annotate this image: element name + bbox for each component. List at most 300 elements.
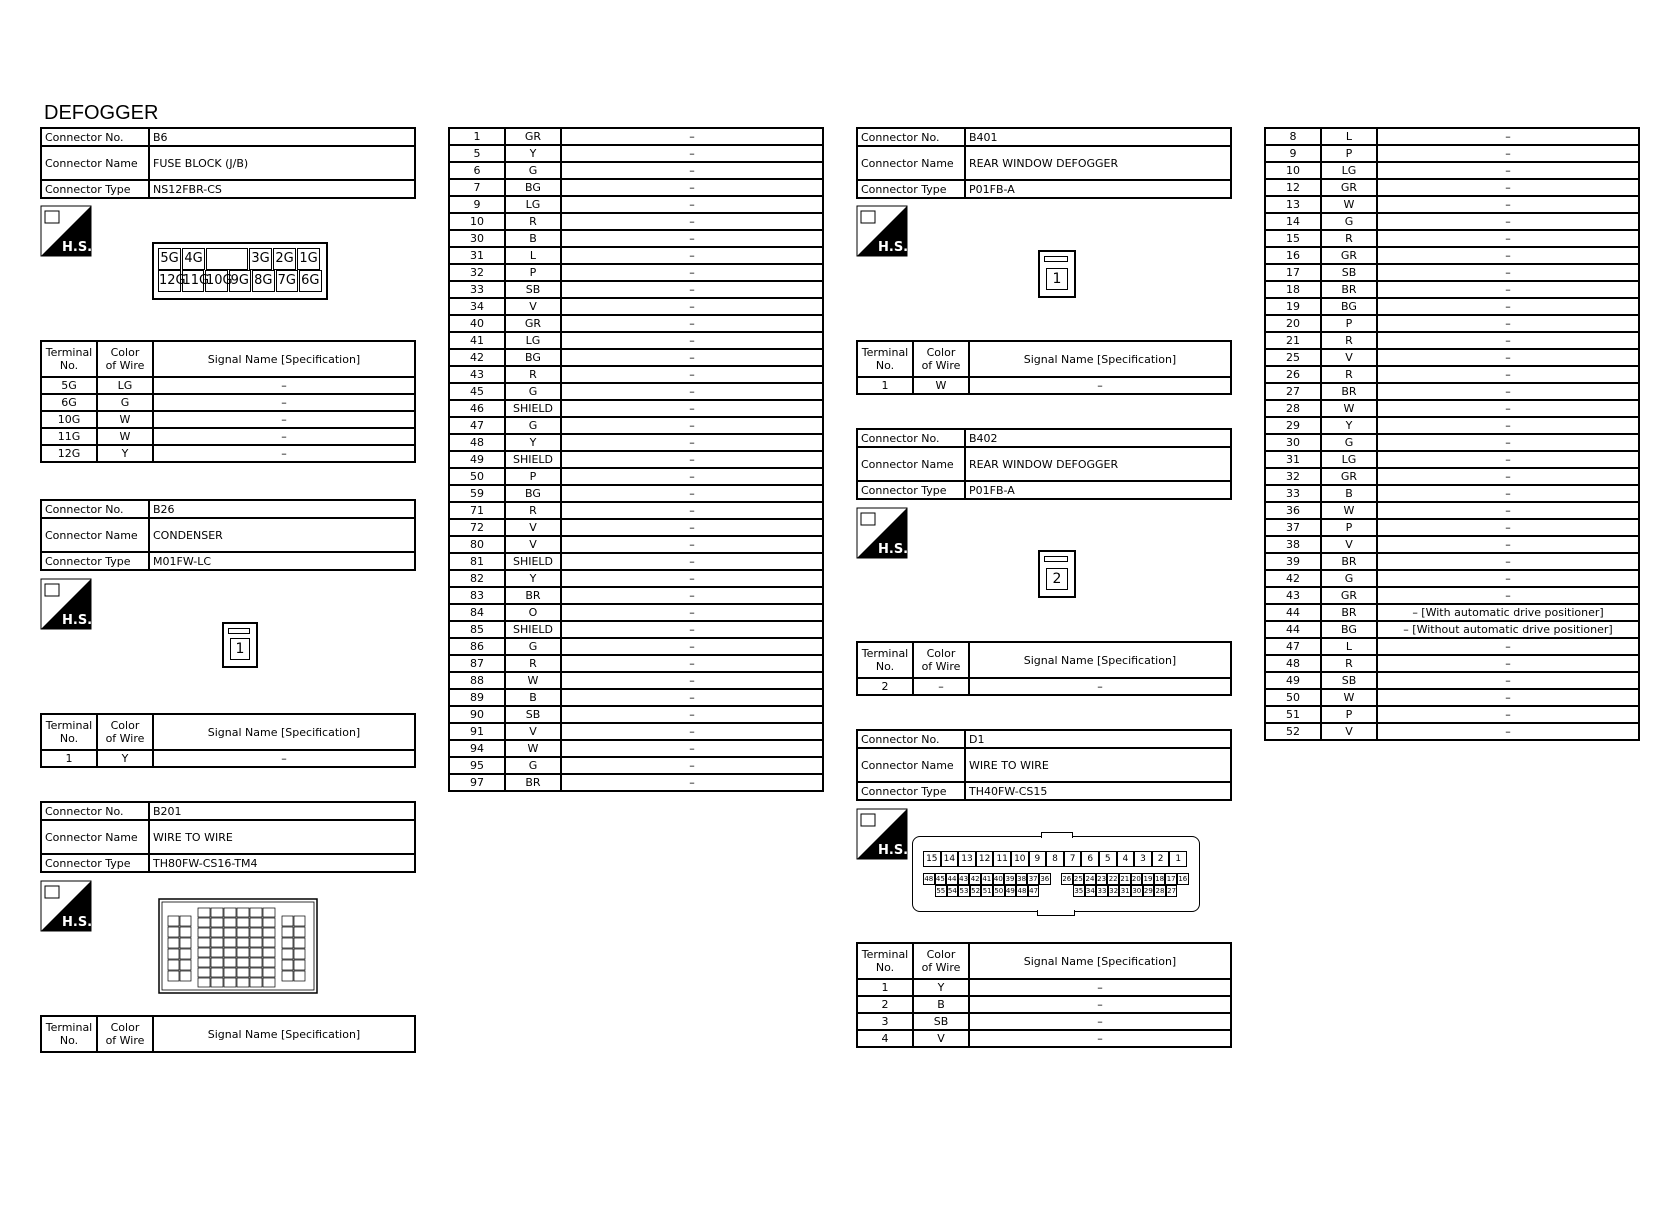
pin-cell: 36 bbox=[1040, 875, 1050, 883]
header-terminal: Terminal No. bbox=[857, 642, 913, 678]
pin-cell: 31 bbox=[1120, 887, 1130, 895]
signal-cell: – bbox=[1377, 468, 1639, 485]
color-cell: W bbox=[97, 428, 153, 445]
terminal-cell: 43 bbox=[449, 366, 505, 383]
pin-cell: 48 bbox=[1017, 887, 1027, 895]
connector-type-value: NS12FBR-CS bbox=[149, 180, 415, 198]
table-row bbox=[449, 740, 823, 757]
table-row bbox=[1265, 723, 1639, 740]
signal-cell: – bbox=[561, 570, 823, 587]
signal-cell: – bbox=[1377, 247, 1639, 264]
signal-cell: – bbox=[561, 638, 823, 655]
table-row bbox=[449, 774, 823, 791]
terminal-cell: 94 bbox=[449, 740, 505, 757]
terminal-cell: 1 bbox=[857, 377, 913, 394]
pin-cell: 20 bbox=[1131, 875, 1141, 883]
table-row bbox=[1265, 468, 1639, 485]
signal-cell: – bbox=[561, 655, 823, 672]
terminal-cell: 43 bbox=[1265, 587, 1321, 604]
signal-cell: – bbox=[1377, 179, 1639, 196]
signal-cell: – bbox=[561, 230, 823, 247]
color-cell: G bbox=[505, 162, 561, 179]
table-row bbox=[449, 434, 823, 451]
signal-cell: – bbox=[561, 485, 823, 502]
color-cell: V bbox=[1321, 723, 1377, 740]
terminal-cell: 49 bbox=[1265, 672, 1321, 689]
signal-cell: – bbox=[1377, 349, 1639, 366]
signal-cell: – bbox=[561, 281, 823, 298]
table-row bbox=[449, 536, 823, 553]
signal-cell: – bbox=[561, 757, 823, 774]
terminal-cell: 34 bbox=[449, 298, 505, 315]
table-row bbox=[41, 377, 415, 394]
table-row bbox=[449, 621, 823, 638]
color-cell: V bbox=[505, 298, 561, 315]
table-row bbox=[449, 400, 823, 417]
color-cell: G bbox=[505, 383, 561, 400]
connector-type-value: P01FB-A bbox=[965, 481, 1231, 499]
header-color: Color of Wire bbox=[97, 341, 153, 377]
hs-icon bbox=[856, 808, 906, 858]
pin-cell: 1 bbox=[1169, 851, 1187, 867]
svg-text:H.S.: H.S. bbox=[878, 542, 908, 557]
signal-cell: – bbox=[1377, 264, 1639, 281]
table-row bbox=[857, 996, 1231, 1013]
connector-no-value: B401 bbox=[965, 128, 1231, 146]
terminal-cell: 20 bbox=[1265, 315, 1321, 332]
label-connector-type: Connector Type bbox=[41, 854, 149, 872]
terminal-cell: 5 bbox=[449, 145, 505, 162]
color-cell: W bbox=[1321, 502, 1377, 519]
pin-cell: 24 bbox=[1085, 875, 1095, 883]
signal-cell: – bbox=[561, 349, 823, 366]
terminal-cell: 10 bbox=[1265, 162, 1321, 179]
signal-cell: – bbox=[1377, 332, 1639, 349]
label-connector-no: Connector No. bbox=[857, 730, 965, 748]
table-row bbox=[1265, 366, 1639, 383]
table-row bbox=[449, 451, 823, 468]
terminal-cell: 1 bbox=[857, 979, 913, 996]
signal-cell: – bbox=[1377, 196, 1639, 213]
header-color: Color of Wire bbox=[913, 943, 969, 979]
pin-cell: 4 bbox=[1117, 851, 1135, 867]
hs-icon bbox=[856, 205, 906, 255]
pin-cell: 40 bbox=[993, 875, 1003, 883]
pin-cell: 51 bbox=[982, 887, 992, 895]
signal-cell: – bbox=[561, 587, 823, 604]
table-row bbox=[857, 979, 1231, 996]
signal-cell: – bbox=[561, 315, 823, 332]
color-cell: G bbox=[505, 757, 561, 774]
signal-cell: – bbox=[1377, 672, 1639, 689]
pin-cell: 21 bbox=[1120, 875, 1130, 883]
terminal-cell: 17 bbox=[1265, 264, 1321, 281]
pin-cell: 10G bbox=[205, 270, 228, 292]
pin-cell: 33 bbox=[1097, 887, 1107, 895]
color-cell: P bbox=[1321, 519, 1377, 536]
signal-cell: – bbox=[561, 264, 823, 281]
pin-cell: 50 bbox=[994, 887, 1004, 895]
color-cell: GR bbox=[1321, 179, 1377, 196]
table-row bbox=[449, 264, 823, 281]
signal-cell: – bbox=[561, 213, 823, 230]
connector-no-value: B26 bbox=[149, 500, 415, 518]
label-connector-name: Connector Name bbox=[41, 820, 149, 854]
table-row bbox=[857, 377, 1231, 394]
table-row bbox=[1265, 604, 1639, 621]
signal-cell: – [Without automatic drive positioner] bbox=[1377, 621, 1639, 638]
signal-cell: – bbox=[153, 411, 415, 428]
table-row bbox=[449, 587, 823, 604]
terminal-cell: 30 bbox=[1265, 434, 1321, 451]
terminal-cell: 6 bbox=[449, 162, 505, 179]
hs-icon bbox=[856, 507, 906, 557]
terminal-cell: 31 bbox=[1265, 451, 1321, 468]
label-connector-type: Connector Type bbox=[41, 180, 149, 198]
terminal-cell: 4 bbox=[857, 1030, 913, 1047]
terminal-cell: 72 bbox=[449, 519, 505, 536]
label-connector-type: Connector Type bbox=[857, 180, 965, 198]
terminal-cell: 15 bbox=[1265, 230, 1321, 247]
color-cell: V bbox=[505, 519, 561, 536]
table-row bbox=[1265, 502, 1639, 519]
connector-info-b402 bbox=[856, 428, 1232, 500]
terminal-cell: 85 bbox=[449, 621, 505, 638]
pin-cell: 10 bbox=[1011, 851, 1029, 867]
pin-cell: 1 bbox=[1046, 268, 1068, 290]
color-cell: L bbox=[1321, 638, 1377, 655]
terminal-cell: 91 bbox=[449, 723, 505, 740]
color-cell: G bbox=[1321, 434, 1377, 451]
color-cell: P bbox=[1321, 706, 1377, 723]
color-cell: R bbox=[1321, 230, 1377, 247]
pin-cell: 3G bbox=[249, 248, 272, 270]
pin-cell: 44 bbox=[947, 875, 957, 883]
color-cell: Y bbox=[505, 570, 561, 587]
label-connector-type: Connector Type bbox=[41, 552, 149, 570]
terminal-cell: 2 bbox=[857, 678, 913, 695]
pin-cell: 25 bbox=[1073, 875, 1083, 883]
connector-info-b26 bbox=[40, 499, 416, 571]
header-terminal: Terminal No. bbox=[41, 341, 97, 377]
color-cell: O bbox=[505, 604, 561, 621]
color-cell: W bbox=[1321, 196, 1377, 213]
pin-cell: 7G bbox=[276, 270, 299, 292]
color-cell: V bbox=[505, 723, 561, 740]
signal-cell: – bbox=[1377, 366, 1639, 383]
terminal-cell: 33 bbox=[449, 281, 505, 298]
pin-cell: 8G bbox=[252, 270, 275, 292]
label-connector-no: Connector No. bbox=[41, 128, 149, 146]
color-cell: BG bbox=[505, 179, 561, 196]
color-cell: SHIELD bbox=[505, 621, 561, 638]
terminal-cell: 89 bbox=[449, 689, 505, 706]
header-terminal: Terminal No. bbox=[857, 341, 913, 377]
signal-cell: – bbox=[561, 247, 823, 264]
terminal-cell: 32 bbox=[449, 264, 505, 281]
terminal-cell: 41 bbox=[449, 332, 505, 349]
terminal-cell: 12G bbox=[41, 445, 97, 462]
header-signal: Signal Name [Specification] bbox=[153, 341, 415, 377]
table-row bbox=[449, 298, 823, 315]
color-cell: R bbox=[505, 655, 561, 672]
table-row bbox=[1265, 315, 1639, 332]
svg-text:H.S.: H.S. bbox=[62, 613, 92, 628]
table-row bbox=[1265, 570, 1639, 587]
color-cell: W bbox=[1321, 689, 1377, 706]
table-row bbox=[449, 638, 823, 655]
pin-cell: 11 bbox=[993, 851, 1011, 867]
table-row bbox=[449, 468, 823, 485]
table-row bbox=[857, 678, 1231, 695]
color-cell: LG bbox=[1321, 451, 1377, 468]
label-connector-type: Connector Type bbox=[857, 481, 965, 499]
svg-text:H.S.: H.S. bbox=[62, 915, 92, 930]
color-cell: SB bbox=[505, 281, 561, 298]
table-row bbox=[41, 750, 415, 767]
label-connector-type: Connector Type bbox=[857, 782, 965, 800]
header-color: Color of Wire bbox=[97, 1016, 153, 1052]
table-row bbox=[1265, 298, 1639, 315]
connector-face-b201 bbox=[158, 898, 318, 994]
signal-cell: – bbox=[561, 298, 823, 315]
color-cell: LG bbox=[505, 332, 561, 349]
terminal-cell: 36 bbox=[1265, 502, 1321, 519]
color-cell: G bbox=[505, 417, 561, 434]
pin-cell: 52 bbox=[971, 887, 981, 895]
terminal-cell: 50 bbox=[449, 468, 505, 485]
pin-cell: 29 bbox=[1143, 887, 1153, 895]
pin-cell: 22 bbox=[1108, 875, 1118, 883]
terminal-cell: 16 bbox=[1265, 247, 1321, 264]
color-cell: Y bbox=[97, 750, 153, 767]
color-cell: G bbox=[505, 638, 561, 655]
color-cell: W bbox=[505, 672, 561, 689]
terminal-cell: 86 bbox=[449, 638, 505, 655]
color-cell: BG bbox=[505, 349, 561, 366]
table-row bbox=[449, 332, 823, 349]
color-cell: V bbox=[1321, 536, 1377, 553]
terminal-cell: 45 bbox=[449, 383, 505, 400]
table-row bbox=[1265, 247, 1639, 264]
pin-cell: 1G bbox=[297, 248, 320, 270]
signal-cell: – bbox=[561, 468, 823, 485]
table-row bbox=[1265, 264, 1639, 281]
pin-cell: 26 bbox=[1062, 875, 1072, 883]
signal-cell: – bbox=[561, 689, 823, 706]
terminal-cell: 47 bbox=[1265, 638, 1321, 655]
terminal-cell: 29 bbox=[1265, 417, 1321, 434]
signal-cell: – bbox=[1377, 655, 1639, 672]
connector-name-value: CONDENSER bbox=[149, 518, 415, 552]
terminal-table-b401 bbox=[856, 340, 1232, 395]
signal-cell: – bbox=[561, 196, 823, 213]
header-signal: Signal Name [Specification] bbox=[153, 714, 415, 750]
color-cell: BR bbox=[505, 587, 561, 604]
terminal-cell: 18 bbox=[1265, 281, 1321, 298]
pin-cell: 13 bbox=[958, 851, 976, 867]
label-connector-no: Connector No. bbox=[857, 429, 965, 447]
pin-cell: 19 bbox=[1143, 875, 1153, 883]
table-row bbox=[1265, 230, 1639, 247]
terminal-cell: 71 bbox=[449, 502, 505, 519]
terminal-cell: 48 bbox=[1265, 655, 1321, 672]
connector-name-value: FUSE BLOCK (J/B) bbox=[149, 146, 415, 180]
terminal-cell: 32 bbox=[1265, 468, 1321, 485]
color-cell: BG bbox=[505, 485, 561, 502]
signal-cell: – bbox=[969, 1013, 1231, 1030]
connector-no-value: B402 bbox=[965, 429, 1231, 447]
connector-info-b6 bbox=[40, 127, 416, 199]
signal-cell: – bbox=[561, 553, 823, 570]
table-row bbox=[857, 1030, 1231, 1047]
hs-icon bbox=[40, 578, 90, 628]
signal-cell: – bbox=[561, 706, 823, 723]
color-cell: G bbox=[97, 394, 153, 411]
color-cell: B bbox=[505, 689, 561, 706]
signal-cell: – bbox=[561, 740, 823, 757]
color-cell: GR bbox=[1321, 587, 1377, 604]
pin-cell: 5G bbox=[158, 248, 181, 270]
signal-cell: – bbox=[561, 145, 823, 162]
color-cell: SB bbox=[505, 706, 561, 723]
color-cell: B bbox=[913, 996, 969, 1013]
terminal-cell: 33 bbox=[1265, 485, 1321, 502]
label-connector-name: Connector Name bbox=[41, 518, 149, 552]
pin-cell: 35 bbox=[1074, 887, 1084, 895]
signal-cell: – bbox=[1377, 434, 1639, 451]
terminal-cell: 13 bbox=[1265, 196, 1321, 213]
color-cell: R bbox=[505, 213, 561, 230]
color-cell: GR bbox=[1321, 468, 1377, 485]
label-connector-no: Connector No. bbox=[41, 500, 149, 518]
terminal-cell: 3 bbox=[857, 1013, 913, 1030]
terminal-cell: 90 bbox=[449, 706, 505, 723]
terminal-cell: 8 bbox=[1265, 128, 1321, 145]
page-title: DEFOGGER bbox=[44, 102, 159, 124]
connector-name-value: WIRE TO WIRE bbox=[149, 820, 415, 854]
pin-cell: 41 bbox=[982, 875, 992, 883]
color-cell: R bbox=[1321, 655, 1377, 672]
terminal-cell: 30 bbox=[449, 230, 505, 247]
terminal-cell: 87 bbox=[449, 655, 505, 672]
color-cell: L bbox=[1321, 128, 1377, 145]
connector-no-value: D1 bbox=[965, 730, 1231, 748]
color-cell: LG bbox=[97, 377, 153, 394]
table-row bbox=[1265, 536, 1639, 553]
signal-cell: – bbox=[1377, 451, 1639, 468]
header-color: Color of Wire bbox=[913, 642, 969, 678]
color-cell: W bbox=[1321, 400, 1377, 417]
terminal-cell: 50 bbox=[1265, 689, 1321, 706]
terminal-cell: 37 bbox=[1265, 519, 1321, 536]
table-row bbox=[449, 485, 823, 502]
color-cell: LG bbox=[505, 196, 561, 213]
pin-cell: 4G bbox=[182, 248, 205, 270]
connector-face-b26 bbox=[222, 622, 258, 668]
terminal-table-d1 bbox=[856, 942, 1232, 1048]
table-row bbox=[449, 145, 823, 162]
terminal-table-d1-cont bbox=[1264, 127, 1640, 741]
table-row bbox=[1265, 179, 1639, 196]
terminal-cell: 10 bbox=[449, 213, 505, 230]
header-signal: Signal Name [Specification] bbox=[153, 1016, 415, 1052]
terminal-cell: 46 bbox=[449, 400, 505, 417]
pin-cell: 28 bbox=[1155, 887, 1165, 895]
color-cell: G bbox=[1321, 570, 1377, 587]
signal-cell: – bbox=[1377, 536, 1639, 553]
pin-cell: 23 bbox=[1097, 875, 1107, 883]
signal-cell: – bbox=[1377, 145, 1639, 162]
terminal-cell: 6G bbox=[41, 394, 97, 411]
connector-name-value: WIRE TO WIRE bbox=[965, 748, 1231, 782]
table-row bbox=[1265, 213, 1639, 230]
connector-info-b401 bbox=[856, 127, 1232, 199]
pin-cell: 42 bbox=[970, 875, 980, 883]
color-cell: W bbox=[97, 411, 153, 428]
signal-cell: – bbox=[969, 377, 1231, 394]
table-row bbox=[449, 366, 823, 383]
signal-cell: – bbox=[153, 750, 415, 767]
color-cell: Y bbox=[1321, 417, 1377, 434]
signal-cell: – bbox=[561, 621, 823, 638]
connector-info-d1 bbox=[856, 729, 1232, 801]
label-connector-no: Connector No. bbox=[857, 128, 965, 146]
table-row bbox=[1265, 145, 1639, 162]
table-row bbox=[1265, 383, 1639, 400]
color-cell: V bbox=[913, 1030, 969, 1047]
signal-cell: – bbox=[561, 519, 823, 536]
label-connector-no: Connector No. bbox=[41, 802, 149, 820]
terminal-cell: 44 bbox=[1265, 604, 1321, 621]
terminal-cell: 11G bbox=[41, 428, 97, 445]
pin-cell: 8 bbox=[1046, 851, 1064, 867]
signal-cell: – bbox=[561, 536, 823, 553]
signal-cell: – bbox=[561, 774, 823, 791]
svg-text:H.S.: H.S. bbox=[878, 240, 908, 255]
terminal-table-b6 bbox=[40, 340, 416, 463]
terminal-cell: 97 bbox=[449, 774, 505, 791]
pin-cell: 34 bbox=[1085, 887, 1095, 895]
pin-cell: 55 bbox=[936, 887, 946, 895]
table-row bbox=[1265, 689, 1639, 706]
label-connector-name: Connector Name bbox=[41, 146, 149, 180]
table-row bbox=[41, 411, 415, 428]
table-row bbox=[1265, 417, 1639, 434]
color-cell: BR bbox=[1321, 604, 1377, 621]
terminal-cell: 84 bbox=[449, 604, 505, 621]
signal-cell: – bbox=[1377, 638, 1639, 655]
terminal-cell: 44 bbox=[1265, 621, 1321, 638]
color-cell: GR bbox=[505, 315, 561, 332]
table-row bbox=[1265, 553, 1639, 570]
table-row bbox=[1265, 281, 1639, 298]
pin-cell: 14 bbox=[941, 851, 959, 867]
pin-cell: 2 bbox=[1152, 851, 1170, 867]
pin-cell: 12 bbox=[976, 851, 994, 867]
connector-face-b402 bbox=[1038, 550, 1076, 598]
signal-cell: – bbox=[1377, 502, 1639, 519]
pin-cell: 39 bbox=[1005, 875, 1015, 883]
connector-name-value: REAR WINDOW DEFOGGER bbox=[965, 146, 1231, 180]
pin-cell: 3 bbox=[1134, 851, 1152, 867]
table-row bbox=[41, 445, 415, 462]
signal-cell: – bbox=[1377, 570, 1639, 587]
color-cell: SHIELD bbox=[505, 451, 561, 468]
color-cell: Y bbox=[505, 145, 561, 162]
terminal-cell: 7 bbox=[449, 179, 505, 196]
terminal-cell: 95 bbox=[449, 757, 505, 774]
